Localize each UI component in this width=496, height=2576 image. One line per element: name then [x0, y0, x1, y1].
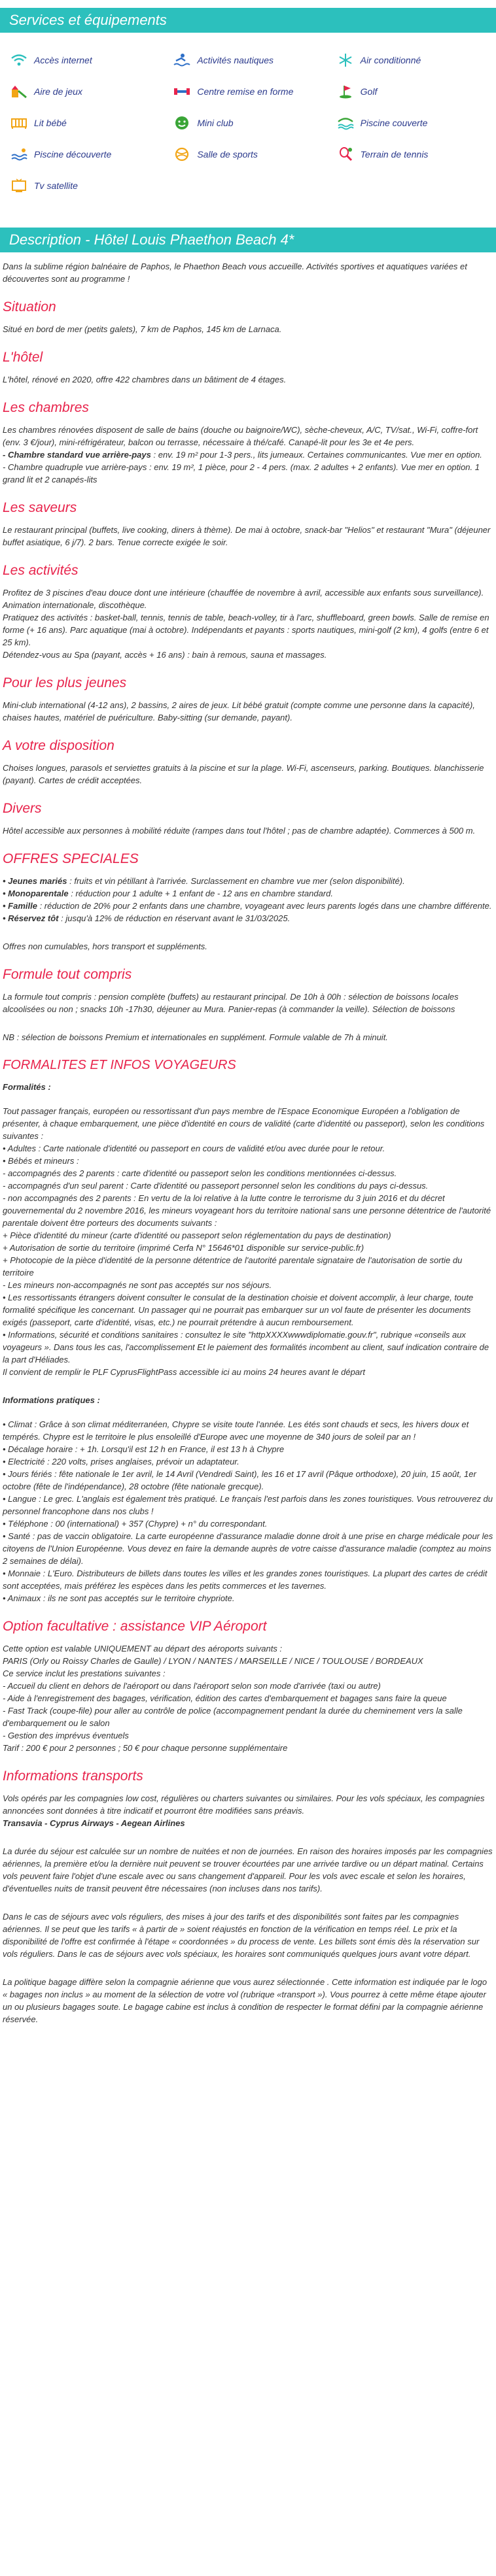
transport-text-2: La durée du séjour est calculée sur un nombre de nuitées et non de journées. En raison des horaires imposés par les compagnies aériennes, la première et/ou la dernière nuit peuvent se trouver écourtées par une arrivée tardive ou un départ matinal. Certains vols peuvent faire l'objet d'une escale avec ou sans changement d'appareil. Pour les vols avec escale et selon les horaires, d'éventuelles nuits de transit peuvent être nécessaires (non incluses dans nos tarifs). [3, 1846, 493, 1893]
service-label: Piscine couverte [360, 118, 428, 128]
transport-text-1-body: Vols opérés par les compagnies low cost, régulières ou charters suivantes ou similaires. Pour les vols spéciaux, les compagnies annoncées sont données à titre indicatif et pourront être modifiées sans préavis. [3, 1793, 485, 1816]
formality-line: - accompagnés d'un seul parent : Carte d'identité ou passeport personnel selon les conditions du pays ci-dessus. [3, 1181, 429, 1191]
formality-line: + Photocopie de la pièce d'identité de la personne détentrice de l'autorité parentale signataire de l'autorisation de sortie du territoire [3, 1255, 463, 1278]
practical-label-text: Informations pratiques : [3, 1395, 100, 1405]
service-item [7, 84, 169, 99]
practical-line: • Climat : Grâce à son climat méditerranéen, Chypre se visite toute l'année. Les étés sont chauds et secs, les hivers doux et tempérés. Chypre est le territoire le plus ensoleillé d'Europe avec une moyenne de 340 jours de soleil par an ! [3, 1419, 469, 1442]
baby-bed-icon [9, 115, 29, 131]
services-row [7, 139, 496, 170]
formality-line: + Pièce d'identité du mineur (carte d'identité ou passeport selon réglementation du pays de destination) [3, 1230, 391, 1240]
services-row [7, 76, 496, 107]
vip-line: Cette option est valable UNIQUEMENT au départ des aéroports suivants : [3, 1644, 283, 1653]
description-title: Description - Hôtel Louis Phaethon Beach 4* [9, 231, 294, 248]
practical-line: • Téléphone : 00 (international) + 357 (Chypre) + n° du correspondant. [3, 1519, 268, 1529]
service-item [7, 115, 169, 131]
sports-hall-icon [172, 146, 192, 162]
formalities-heading: FORMALITES ET INFOS VOYAGEURS [3, 1058, 236, 1072]
included-heading: Formule tout compris [3, 967, 132, 982]
service-label: Accès internet [34, 55, 92, 65]
services-header [0, 8, 496, 33]
transport-text-3: Dans le cas de séjours avec vols réguliers, des mises à jour des tarifs et des disponibilités sont faites par les compagnies aériennes. Il se peut que les tarifs « à partir de » soient réajustés en fonction de la vérification en temps réel. Le prix et la disponibilité de l'offre est confirmée à l'étape « coordonnées » du process de vente. Les billets sont émis dès la réservation sur vols réguliers. Dans le cas de séjours avec vols spéciaux, les horaires sont communiqués quelques jours avant votre départ. [3, 1912, 480, 1959]
description-header [0, 228, 496, 252]
service-label: Lit bébé [34, 118, 67, 128]
activities-text [3, 586, 493, 661]
rooms-text-1: Les chambres rénovées disposent de salle de bains (douche ou baignoire/WC), sèche-cheveux, A/C, TV/sat., Wi-Fi, coffre-fort (env. 3 €/jour), mini-réfrigérateur, balcon ou terrasse, nécessaire à thé/café. Canapé-lit pour les 3e et 4e pers. [3, 425, 478, 447]
service-label: Salle de sports [197, 149, 258, 160]
formality-line: Tout passager français, européen ou ressortissant d'un pays membre de l'Espace Economique Européen a l'obligation de présenter, à chaque embarquement, une pièce d'identité en cours de validité (carte d'identité ou passeport), selon les conditions suivantes : [3, 1106, 485, 1141]
formality-line: • Bébés et mineurs : [3, 1156, 79, 1166]
service-item [333, 115, 496, 131]
vip-line: Ce service inclut les prestations suivantes : [3, 1669, 166, 1678]
practical-line: • Décalage horaire : + 1h. Lorsqu'il est 12 h en France, il est 13 h à Chypre [3, 1444, 285, 1454]
rooms-heading: Les chambres [3, 400, 89, 415]
service-item [7, 178, 172, 194]
service-item [7, 52, 169, 68]
service-label: Terrain de tennis [360, 149, 429, 160]
hotel-heading: L'hôtel [3, 350, 43, 365]
included-text: La formule tout compris : pension complète (buffets) au restaurant principal. De 10h à 00h : sélection de boissons locales alcoolisées ou non ; snacks 10h -17h30, déjeuner au Mura. Panier-repas (à commander la veille). Sélection de boissons [3, 992, 459, 1014]
transport-text-4: La politique bagage diffère selon la compagnie aérienne que vous aurez sélectionnée . Cette information est indiquée par le logo « bagages non inclus » au moment de la sélection de votre vol (rubrique «transport »). Vous pourrez à cette même étape ajouter un ou plusieurs bagages soute. Le bagage cabine est inclus à condition de respecter le format défini par la compagnie aérienne réservée. [3, 1977, 487, 2024]
service-item [7, 146, 169, 162]
services-title: Services et équipements [9, 12, 167, 28]
formality-line: + Autorisation de sortie du territoire (imprimé Cerfa N° 15646*01 disponible sur service-public.fr) [3, 1243, 364, 1253]
formalities-list [3, 1105, 493, 1378]
description-body [0, 260, 496, 2025]
transport-heading: Informations transports [3, 1769, 143, 1784]
situation-text: Situé en bord de mer (petits galets), 7 km de Paphos, 145 km de Larnaca. [3, 324, 282, 334]
formality-line: • Adultes : Carte nationale d'identité ou passeport en cours de validité et/ou avec durée pour le retour. [3, 1144, 385, 1153]
offer-text: : fruits et vin pétillant à l'arrivée. Surclassement en chambre vue mer (selon disponibilité). [67, 876, 405, 886]
service-item [169, 115, 332, 131]
offer-item [3, 912, 493, 924]
tv-icon [9, 178, 29, 194]
tennis-icon [336, 146, 355, 162]
offer-item [3, 887, 493, 900]
service-label: Activités nautiques [197, 55, 274, 65]
vip-heading: Option facultative : assistance VIP Aéroport [3, 1619, 267, 1634]
dumbbell-icon [172, 84, 192, 99]
hotel-text: L'hôtel, rénové en 2020, offre 422 chambres dans un bâtiment de 4 étages. [3, 375, 287, 384]
service-item [169, 52, 332, 68]
service-item [169, 146, 332, 162]
available-heading: A votre disposition [3, 738, 115, 753]
practical-line: • Electricité : 220 volts, prises anglaises, prévoir un adaptateur. [3, 1457, 239, 1466]
services-row [7, 107, 496, 139]
rooms-quad-text: - Chambre quadruple vue arrière-pays : env. 19 m², 1 pièce, pour 2 - 4 pers. (max. 2 adultes + 2 enfants). Vue mer en option. 1 grand lit et 2 canapés-lits [3, 462, 480, 484]
practical-line: • Monnaie : L'Euro. Distributeurs de billets dans toutes les villes et les grandes zones touristiques. La plupart des cartes de crédit sont acceptées, mais préférez les espèces dans les petits commerces et les tavernes. [3, 1568, 487, 1591]
service-label: Air conditionné [360, 55, 421, 65]
vip-line: - Accueil du client en dehors de l'aéroport ou dans l'aéroport selon son mode d'arrivée (taxi ou autre) [3, 1681, 381, 1691]
practical-line: • Santé : pas de vaccin obligatoire. La carte européenne d'assurance maladie donne droit à une prise en charge médicale pour les citoyens de l'Union Européenne. Vous devez en faire la demande auprès de votre caisse d'assurance maladie (comptez au moins 2 semaines de délai). [3, 1531, 493, 1566]
formalities-label-text: Formalités : [3, 1082, 51, 1092]
service-label: Piscine découverte [34, 149, 112, 160]
service-label: Centre remise en forme [197, 86, 294, 97]
misc-text: Hôtel accessible aux personnes à mobilité réduite (rampes dans tout l'hôtel ; pas de chambre adaptée). Commerces à 500 m. [3, 826, 476, 836]
service-item [169, 84, 332, 99]
practical-list [3, 1418, 493, 1604]
practical-label [3, 1394, 493, 1406]
offer-text: : réduction de 20% pour 2 enfants dans une chambre, voyageant avec leurs parents logés dans une chambre différente. [37, 901, 492, 911]
included-nb: NB : sélection de boissons Premium et internationales en supplément. Formule valable de 7h à minuit. [3, 1032, 388, 1042]
service-item [333, 52, 496, 68]
service-label: Golf [360, 86, 378, 97]
service-item [333, 146, 496, 162]
service-label: Aire de jeux [34, 86, 82, 97]
offer-label: • Réservez tôt [3, 913, 59, 923]
formalities-label [3, 1081, 493, 1093]
transport-text-1 [3, 1792, 493, 1829]
formality-line: - accompagnés des 2 parents : carte d'identité ou passeport selon les conditions mentionnées ci-dessus. [3, 1168, 397, 1178]
formality-line: - Les mineurs non-accompagnés ne sont pas acceptés sur nos séjours. [3, 1280, 272, 1290]
vip-line: - Fast Track (coupe-file) pour aller au contrôle de police (accompagnement pendant la durée du cheminement vers la salle d'embarquement ou le salon [3, 1706, 463, 1728]
outdoor-pool-icon [9, 146, 29, 162]
flavours-text: Le restaurant principal (buffets, live cooking, diners à thème). De mai à octobre, snack-bar "Helios" et restaurant "Mura" (déjeuner buffet asiatique, 6 j/7). 2 bars. Tenue correcte exigée le soir. [3, 525, 491, 547]
activities-text-1: Profitez de 3 piscines d'eau douce dont une intérieure (chauffée de novembre à avril, accessible aux enfants sous surveillance). Animation internationale, discothèque. [3, 588, 484, 610]
formality-line: • Informations, sécurité et conditions sanitaires : consultez le site "httpXXXXwwwdiplomatie.gouv.fr", rubrique «conseils aux voyageurs ». Dans tous les cas, l'accomplissement Et le paiement des formalités incombent au client, sauf indication contraire de la part d'Héliades. [3, 1330, 489, 1364]
situation-heading: Situation [3, 299, 56, 314]
formality-line: • Les ressortissants étrangers doivent consulter le consulat de la destination choisie et doivent accomplir, à leur charge, toute formalité spécifique les concernant. Un passager qui ne pourrait pas embarquer sur un vol faute de présenter les documents exigés (passeport, carte d'identité, visas, etc.) ne pourrait prétendre à aucun remboursement. [3, 1293, 474, 1327]
kids-heading: Pour les plus jeunes [3, 675, 127, 690]
service-item [333, 84, 496, 99]
rooms-standard-text: : env. 19 m² pour 1-3 pers., lits jumeaux. Certaines communicantes. Vue mer en option. [151, 450, 482, 460]
wifi-icon [9, 52, 29, 68]
practical-line: • Animaux : ils ne sont pas acceptés sur le territoire chypriote. [3, 1593, 235, 1603]
flavours-heading: Les saveurs [3, 500, 77, 515]
services-row [7, 44, 496, 76]
formality-line: - non accompagnés des 2 parents : En vertu de la loi relative à la lutte contre le terrorisme du 3 juin 2016 et du décret gouvernemental du 2 novembre 2016, les mineurs voyageant hors du territoire national sans une personne détentrice de l'autorité parentale doivent être porteurs des documents suivants : [3, 1193, 491, 1228]
water-activities-icon [172, 52, 192, 68]
misc-heading: Divers [3, 801, 42, 816]
vip-line: Tarif : 200 € pour 2 personnes ; 50 € pour chaque personne supplémentaire [3, 1743, 288, 1753]
activities-text-3: Détendez-vous au Spa (payant, accès + 16 ans) : bain à remous, sauna et massages. [3, 650, 327, 660]
offers-heading: OFFRES SPECIALES [3, 851, 139, 866]
practical-line: • Langue : Le grec. L'anglais est également très pratiqué. Le français l'est parfois dans les zones touristiques. Vous retrouverez du personnel francophone dans nos clubs ! [3, 1494, 493, 1516]
services-row [7, 170, 496, 201]
activities-text-2: Pratiquez des activités : basket-ball, tennis, tennis de table, beach-volley, tir à l'arc, shuffleboard, green bowls. Salle de remise en forme (+ 16 ans). Parc aquatique (mai à octobre). Indépendants et payants : sports nautiques, mini-golf (2 km), 4 golfs (entre 6 et 25 km). [3, 613, 489, 647]
vip-line: PARIS (Orly ou Roissy Charles de Gaulle) / LYON / NANTES / MARSEILLE / NICE / TOULOUSE / BORDEAUX [3, 1656, 423, 1666]
kids-text: Mini-club international (4-12 ans), 2 bassins, 2 aires de jeux. Lit bébé gratuit (compte comme une personne dans la capacité), chaises hautes, matériel de puériculture. Baby-sitting (sur demande, payant). [3, 700, 475, 722]
offer-label: • Monoparentale [3, 889, 69, 898]
practical-line: • Jours fériés : fête nationale le 1er avril, le 14 Avril (Vendredi Saint), les 16 et 17 avril (Pâque orthodoxe), 20 juin, 15 août, 1er octobre (fête de l'indépendance), 28 octobre (fête nationale grecque). [3, 1469, 476, 1491]
offer-label: • Jeunes mariés [3, 876, 67, 886]
snowflake-icon [336, 52, 355, 68]
covered-pool-icon [336, 115, 355, 131]
offer-label: • Famille [3, 901, 37, 911]
service-label: Tv satellite [34, 180, 78, 191]
rooms-standard-label: - Chambre standard vue arrière-pays [3, 450, 151, 460]
services-grid [0, 41, 496, 205]
offers-note: Offres non cumulables, hors transport et suppléments. [3, 941, 207, 951]
golf-icon [336, 84, 355, 99]
available-text: Choises longues, parasols et serviettes gratuits à la piscine et sur la plage. Wi-Fi, ascenseurs, parking. Boutiques. blanchisserie (payant). Cartes de crédit acceptées. [3, 763, 484, 785]
vip-line: - Aide à l'enregistrement des bagages, vérification, édition des cartes d'embarquement et bagages sans faire la queue [3, 1693, 447, 1703]
offers-list [3, 875, 493, 924]
formality-line: Il convient de remplir le PLF CyprusFlightPass accessible ici au moins 24 heures avant le départ [3, 1367, 365, 1377]
playground-icon [9, 84, 29, 99]
vip-list [3, 1642, 493, 1754]
mini-club-icon [172, 115, 192, 131]
service-label: Mini club [197, 118, 234, 128]
vip-line: - Gestion des imprévus éventuels [3, 1731, 129, 1740]
offer-item [3, 875, 493, 887]
description-intro: Dans la sublime région balnéaire de Paphos, le Phaethon Beach vous accueille. Activités sportives et aquatiques variées et découvertes sont au programme ! [3, 262, 467, 284]
offer-item [3, 900, 493, 912]
activities-heading: Les activités [3, 563, 79, 578]
offer-text: : jusqu'à 12% de réduction en réservant avant le 31/03/2025. [58, 913, 291, 923]
offer-text: : réduction pour 1 adulte + 1 enfant de - 12 ans en chambre standard. [68, 889, 333, 898]
transport-airlines: Transavia - Cyprus Airways - Aegean Airlines [3, 1818, 185, 1828]
rooms-text [3, 424, 493, 486]
